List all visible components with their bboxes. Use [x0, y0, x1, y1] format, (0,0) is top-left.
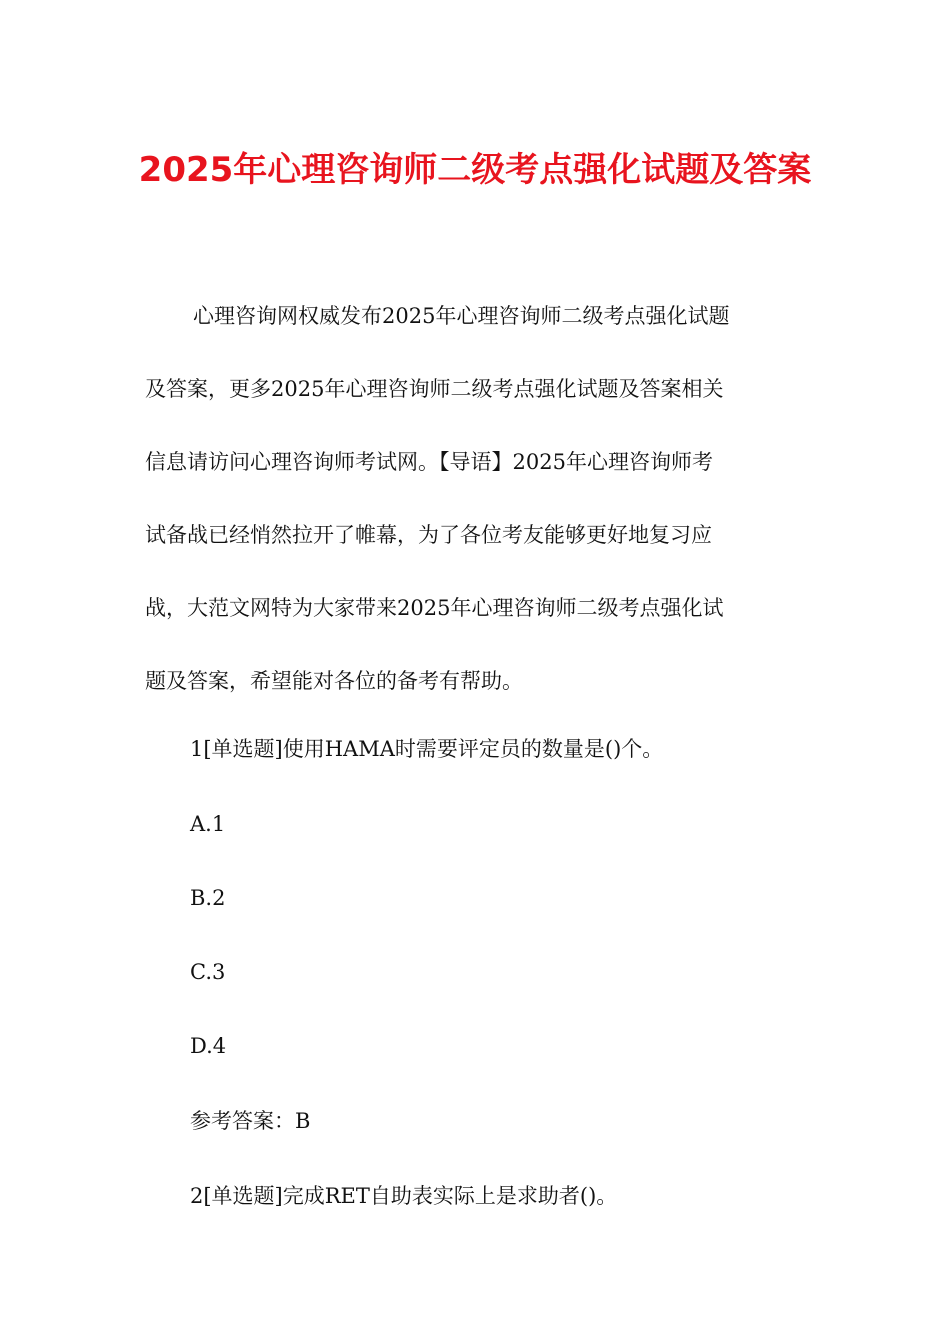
question-1: 1[单选题]使用HAMA时需要评定员的数量是()个。 [190, 737, 664, 761]
question-1-option-b: B.2 [190, 886, 226, 910]
intro-line: 题及答案，希望能对各位的备考有帮助。 [145, 669, 523, 693]
intro-paragraph [145, 280, 805, 718]
intro-line: 试备战已经悄然拉开了帷幕，为了各位考友能够更好地复习应 [145, 523, 712, 547]
intro-line: 及答案，更多2025年心理咨询师二级考点强化试题及答案相关 [145, 377, 724, 401]
intro-line: 心理咨询网权威发布2025年心理咨询师二级考点强化试题 [193, 304, 730, 328]
question-1-option-c: C.3 [190, 960, 226, 984]
question-1-answer: 参考答案：B [190, 1109, 311, 1133]
document-title: 2025年心理咨询师二级考点强化试题及答案 [138, 150, 812, 190]
question-1-option-a: A.1 [190, 812, 226, 836]
question-1-option-d: D.4 [190, 1034, 227, 1058]
question-2: 2[单选题]完成RET自助表实际上是求助者()。 [190, 1184, 618, 1208]
intro-line: 战，大范文网特为大家带来2025年心理咨询师二级考点强化试 [145, 596, 724, 620]
intro-line: 信息请访问心理咨询师考试网。【导语】2025年心理咨询师考 [145, 450, 713, 474]
